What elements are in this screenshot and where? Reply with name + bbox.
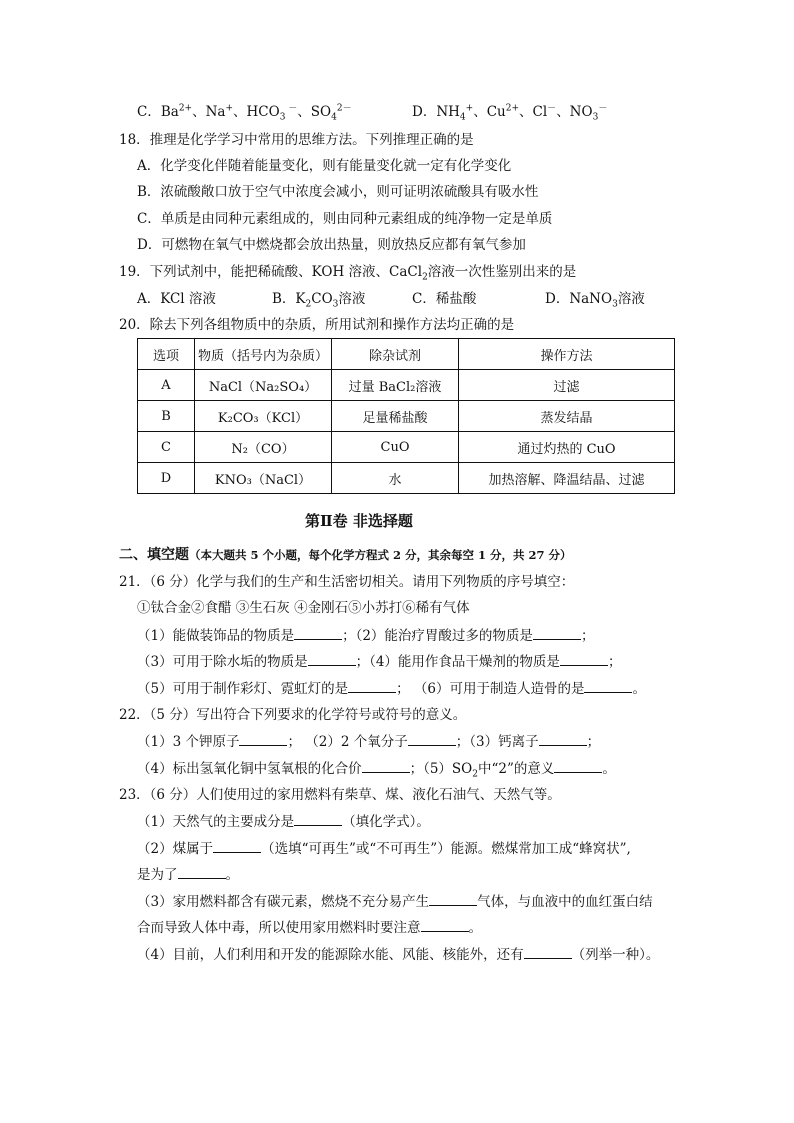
table-row: [138, 370, 675, 401]
answer-blank[interactable]: [294, 626, 342, 640]
cell-option: A: [138, 370, 195, 401]
header-option: 选项: [138, 339, 195, 370]
section-label: 二、填空题: [119, 547, 189, 563]
q18-option-b: B．浓硫酸敞口放于空气中浓度会减小，则可证明浓硫酸具有吸水性: [137, 184, 539, 200]
header-method: 操作方法: [459, 339, 675, 370]
q23-line2-cont: 是为了 。: [137, 867, 239, 883]
q18-stem: 18．推理是化学学习中常用的思维方法。下列推理正确的是: [119, 132, 474, 148]
q19-stem: 19．下列试剂中，能把稀硫酸、KOH 溶液、CaCl$_2$溶液一次性鉴别出来的是: [119, 264, 577, 283]
q17-option-c: C．$Ba^{2+}$、Na+、$HCO_3$ －、$SO_4^{2-}$: [137, 103, 352, 123]
cell-method: 加热溶解、降温结晶、过滤: [459, 463, 675, 494]
header-substance: 物质（括号内为杂质）: [195, 339, 332, 370]
table-row: [138, 432, 675, 463]
answer-blank[interactable]: [348, 679, 396, 693]
header-reagent: 除杂试剂: [332, 339, 459, 370]
table-header-row: [138, 339, 675, 370]
answer-blank[interactable]: [539, 732, 587, 746]
q17-option-d: D．$NH_4^+$、$Cu^{2+}$、Cl－、$NO_3^-$: [412, 103, 608, 123]
answer-blank[interactable]: [308, 652, 356, 666]
q23-line3: （3）家用燃料都含有碳元素，燃烧不充分易产生 气体，与血液中的血红蛋白结: [137, 894, 653, 910]
cell-substance: N₂（CO）: [195, 432, 332, 463]
q23-line2: （2）煤属于 （选填“可再生”或“不可再生”）能源。燃煤常加工成“蜂窝状”,: [137, 841, 631, 857]
answer-blank[interactable]: [408, 732, 456, 746]
answer-blank[interactable]: [421, 918, 469, 932]
section-heading: [119, 546, 572, 564]
q18-option-c: C．单质是由同种元素组成的，则由同种元素组成的纯净物一定是单质: [137, 211, 553, 227]
answer-blank[interactable]: [524, 945, 572, 959]
cell-reagent: 水: [332, 463, 459, 494]
cell-option: D: [138, 463, 195, 494]
cell-substance: KNO₃（NaCl）: [195, 463, 332, 494]
cell-method: 蒸发结晶: [459, 401, 675, 432]
q21-line1: （1）能做装饰品的物质是 ；（2）能治疗胃酸过多的物质是 ；: [137, 628, 595, 644]
answer-blank[interactable]: [178, 865, 226, 879]
q18-option-d: D．可燃物在氧气中燃烧都会放出热量，则放热反应都有氧气参加: [137, 237, 526, 253]
q21-items: ①钛合金②食醋 ③生石灰 ④金刚石⑤小苏打⑥稀有气体: [137, 600, 470, 616]
cell-reagent: 足量稀盐酸: [332, 401, 459, 432]
answer-blank[interactable]: [294, 812, 342, 826]
table-row: [138, 463, 675, 494]
cell-substance: NaCl（Na₂SO₄）: [195, 370, 332, 401]
q23-line3-cont: 合而导致人体中毒，所以使用家用燃料时要注意 。: [137, 920, 482, 936]
table-row: [138, 401, 675, 432]
cell-reagent: 过量 BaCl₂溶液: [332, 370, 459, 401]
answer-blank[interactable]: [239, 732, 287, 746]
q20-table: [137, 338, 675, 494]
cell-option: C: [138, 432, 195, 463]
q21-stem: 21．（6 分）化学与我们的生产和生活密切相关。请用下列物质的序号填空：: [119, 574, 575, 590]
q22-line2: （4）标出氢氧化铜中氢氧根的化合价 ；$(5)SO_2$中“2”的意义 。: [137, 761, 616, 780]
answer-blank[interactable]: [429, 892, 477, 906]
q23-line4: （4）目前，人们利用和开发的能源除水能、风能、核能外，还有 （列举一种）。: [137, 947, 660, 963]
q21-line2: （3）可用于除水垢的物质是 ；（4）能用作食品干燥剂的物质是 ；: [137, 654, 622, 670]
q19-option-c: C．稀盐酸: [412, 291, 477, 307]
cell-method: 过滤: [459, 370, 675, 401]
answer-blank[interactable]: [560, 652, 608, 666]
answer-blank[interactable]: [533, 626, 581, 640]
part2-title: 第Ⅱ卷 非选择题: [305, 512, 413, 530]
q20-stem: 20．除去下列各组物质中的杂质，所用试剂和操作方法均正确的是: [119, 317, 515, 333]
q19-option-b: B．$K_2CO_3$溶液: [272, 291, 366, 310]
cell-substance: K₂CO₃（KCl）: [195, 401, 332, 432]
q22-line1: （1）3 个钾原子 ； （2）2 个氧分子 ；（3）钙离子 ；: [137, 734, 601, 750]
q19-option-a: A．KCl 溶液: [137, 291, 216, 307]
answer-blank[interactable]: [554, 759, 602, 773]
section-note: （本大题共 5 个小题，每个化学方程式 2 分，其余每空 1 分，共 27 分）: [189, 548, 572, 562]
q21-line3: （5）可用于制作彩灯、霓虹灯的是 ； （6）可用于制造人造骨的是 。: [137, 681, 646, 697]
answer-blank[interactable]: [362, 759, 410, 773]
answer-blank[interactable]: [213, 839, 261, 853]
cell-reagent: CuO: [332, 432, 459, 463]
q22-stem: 22．（5 分）写出符合下列要求的化学符号或符号的意义。: [119, 707, 467, 723]
cell-option: B: [138, 401, 195, 432]
answer-blank[interactable]: [584, 679, 632, 693]
q23-stem: 23．（6 分）人们使用过的家用燃料有柴草、煤、液化石油气、天然气等。: [119, 787, 561, 803]
q19-option-d: D．NaNO$_3$溶液: [545, 291, 645, 310]
q18-option-a: A．化学变化伴随着能量变化，则有能量变化就一定有化学变化: [137, 158, 512, 174]
q23-line1: （1）天然气的主要成分是 （填化学式）。: [137, 814, 430, 830]
cell-method: 通过灼热的 CuO: [459, 432, 675, 463]
